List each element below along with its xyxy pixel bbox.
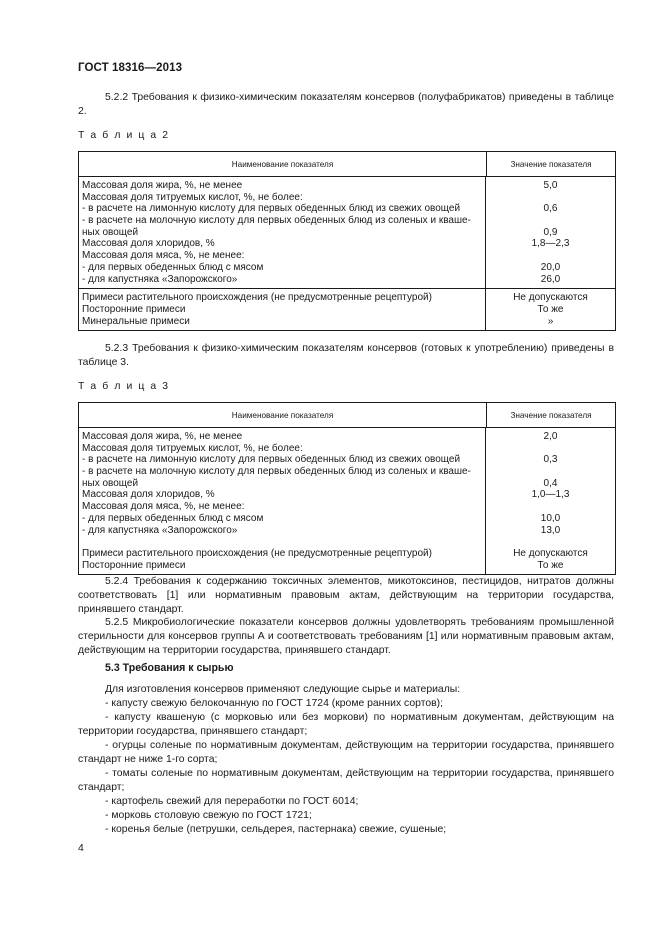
row-value	[486, 501, 615, 513]
list-item: - морковь столовую свежую по ГОСТ 1721;	[105, 810, 312, 821]
list-item: - капусту квашеную (с морковью или без моркови) по нормативным документам, действующим на территории государства, принявшего стандарт;	[78, 712, 614, 737]
table-row-group	[79, 177, 615, 288]
row-value	[486, 215, 615, 227]
table-row-group	[79, 428, 615, 574]
row-value: Не допускаются	[513, 292, 588, 304]
row-name: - в расчете на молочную кислоту для первых обеденных блюд из соленых и кваше-	[82, 215, 471, 227]
row-value	[486, 250, 615, 262]
row-name: Примеси растительного происхождения (не предусмотренные рецептурой)	[82, 292, 432, 304]
row-value: 26,0	[540, 273, 561, 285]
list-intro: Для изготовления консервов применяют следующие сырье и материалы:	[105, 684, 461, 695]
row-value: 10,0	[540, 512, 561, 524]
page-number: 4	[78, 843, 84, 854]
row-name: Массовая доля титруемых кислот, %, не более:	[82, 191, 303, 203]
row-value: 1,0—1,3	[531, 489, 570, 501]
row-value: 0,9	[543, 226, 558, 238]
raw-materials-list	[78, 683, 614, 837]
document-code-header: ГОСТ 18316—2013	[78, 62, 183, 74]
list-item: - капусту свежую белокочанную по ГОСТ 1724 (кроме ранних сортов);	[105, 698, 443, 709]
row-value: 0,4	[543, 477, 558, 489]
row-name: Примеси растительного происхождения (не предусмотренные рецептурой)	[82, 547, 432, 559]
row-name	[82, 536, 485, 548]
row-value: 20,0	[540, 261, 561, 273]
section-5-3-title: 5.3 Требования к сырью	[105, 662, 234, 674]
table-row-group	[79, 288, 615, 330]
row-value: 0,3	[543, 454, 558, 466]
row-name: Массовая доля жира, %, не менее	[82, 180, 243, 191]
row-value: 2,0	[543, 431, 558, 442]
table-3	[78, 402, 616, 575]
column-header-value: Значение показателя	[510, 159, 592, 169]
row-name: Массовая доля мяса, %, не менее:	[82, 501, 245, 513]
paragraph-5-2-5: 5.2.5 Микробиологические показатели консервов должны удовлетворять требованиям промышленной стерильности для консервов группы А и соответствовать требованиям [1] или нормативным правовым актам, действующим на территории государства, принявшего стандарт.	[78, 617, 614, 656]
row-name: Массовая доля мяса, %, не менее:	[82, 250, 245, 262]
row-name: ных овощей	[82, 477, 139, 489]
row-name: - для первых обеденных блюд с мясом	[82, 261, 264, 273]
row-value: 0,6	[543, 203, 558, 215]
row-value: »	[547, 315, 554, 327]
row-name: ных овощей	[82, 226, 139, 238]
row-name: Посторонние примеси	[82, 559, 186, 571]
list-item: - огурцы соленые по нормативным документам, действующим на территории государства, принявшего стандарт не ниже 1-го сорта;	[78, 740, 614, 765]
row-name: Посторонние примеси	[82, 303, 186, 315]
table-header	[79, 403, 615, 428]
row-value	[486, 466, 615, 478]
row-name: Массовая доля хлоридов, %	[82, 238, 215, 250]
paragraph-5-2-4: 5.2.4 Требования к содержанию токсичных элементов, микотоксинов, пестицидов, нитратов должны соответствовать [1] или нормативным правовым актам, действующим на территории государства, принявшего стандарт.	[78, 576, 614, 615]
table-header	[79, 152, 615, 177]
row-name: Массовая доля титруемых кислот, %, не более:	[82, 442, 303, 454]
row-name: - в расчете на молочную кислоту для первых обеденных блюд из соленых и кваше-	[82, 466, 471, 478]
list-item: - коренья белые (петрушки, сельдерея, пастернака) свежие, сушеные;	[105, 824, 447, 835]
row-name: - для капустняка «Запорожского»	[82, 524, 238, 536]
table-3-caption: Т а б л и ц а 3	[78, 381, 170, 392]
row-value: 1,8—2,3	[531, 238, 570, 250]
list-item: - картофель свежий для переработки по ГОСТ 6014;	[105, 796, 359, 807]
row-value: 13,0	[540, 524, 561, 536]
paragraph-5-2-3: 5.2.3 Требования к физико-химическим показателям консервов (готовых к употреблению) приведены в таблице 3.	[78, 343, 614, 368]
column-header-name: Наименование показателя	[79, 403, 487, 427]
row-value: Не допускаются	[513, 547, 588, 559]
row-value: То же	[537, 559, 564, 571]
row-value	[486, 443, 615, 455]
table-2-caption: Т а б л и ц а 2	[78, 130, 170, 141]
row-name: - для капустняка «Запорожского»	[82, 273, 238, 285]
table-2	[78, 151, 616, 331]
row-name: Минеральные примеси	[82, 315, 190, 327]
list-item: - томаты соленые по нормативным документам, действующим на территории государства, принявшего стандарт;	[78, 768, 614, 793]
paragraph-5-2-2: 5.2.2 Требования к физико-химическим показателям консервов (полуфабрикатов) приведены в таблице 2.	[78, 92, 614, 117]
row-name: Массовая доля жира, %, не менее	[82, 431, 243, 442]
column-header-name: Наименование показателя	[79, 152, 487, 176]
row-value	[486, 536, 615, 548]
row-value: То же	[537, 303, 564, 315]
row-name: Массовая доля хлоридов, %	[82, 489, 215, 501]
row-name: - в расчете на лимонную кислоту для первых обеденных блюд из свежих овощей	[82, 454, 461, 466]
column-header-value: Значение показателя	[510, 410, 592, 420]
row-name: - для первых обеденных блюд с мясом	[82, 512, 264, 524]
row-value: 5,0	[543, 180, 558, 191]
row-value	[486, 192, 615, 204]
row-name: - в расчете на лимонную кислоту для первых обеденных блюд из свежих овощей	[82, 203, 461, 215]
